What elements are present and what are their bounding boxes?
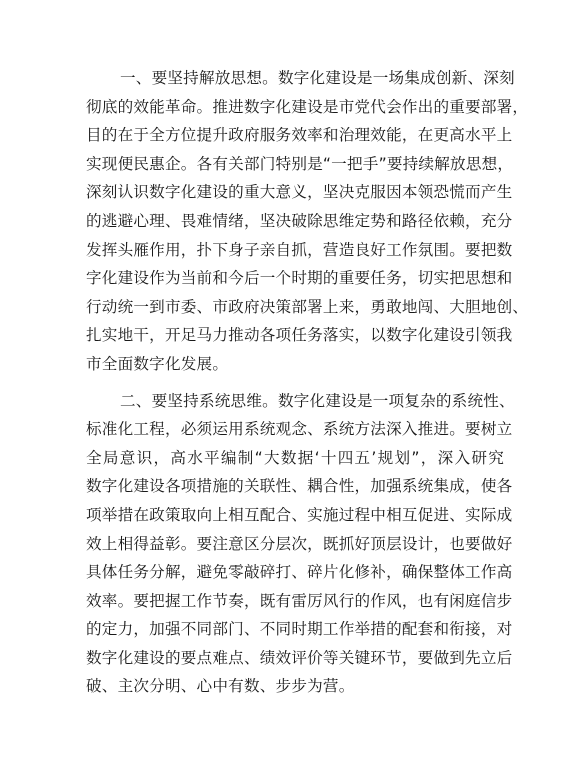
paragraph-2 [86,387,515,702]
paragraph-line: 字化建设作为当前和今后一个时期的重要任务，切实把思想和 [86,269,513,288]
paragraph-1 [86,64,529,379]
paragraph-line: 的定力，加强不同部门、不同时期工作举措的配套和衔接，对 [86,620,513,639]
paragraph-line: 标准化工程，必须运用系统观念、系统方法深入推进。要树立 [86,420,513,439]
paragraph-line: 数字化建设各项措施的关联性、耦合性，加强系统集成，使各 [86,477,513,496]
paragraph-line: 目的在于全方位提升政府服务效率和治理效能，在更高水平上 [86,126,513,145]
paragraph-line: 的逃避心理、畏难情绪，坚决破除思维定势和路径依赖，充分 [86,211,513,230]
paragraph-line: 效率。要把握工作节奏，既有雷厉风行的作风，也有闲庭信步 [86,591,513,610]
paragraph-line: 全局意识，高水平编制“大数据‘十四五’规划”，深入研究 [86,448,504,467]
paragraph-line: 破、主次分明、心中有数、步步为营。 [86,677,355,696]
paragraph-line: 二、要坚持系统思维。数字化建设是一项复杂的系统性、 [120,391,515,410]
paragraph-line: 市全面数字化发展。 [86,354,229,373]
paragraph-line: 彻底的效能革命。推进数字化建设是市党代会作出的重要部署， [86,97,529,116]
paragraph-line: 具体任务分解，避免零敲碎打、碎片化修补，确保整体工作高 [86,563,513,582]
paragraph-line: 扎实地干，开足马力推动各项任务落实，以数字化建设引领我 [86,326,513,345]
paragraph-line: 项举措在政策取向上相互配合、实施过程中相互促进、实际成 [86,505,513,524]
paragraph-line: 效上相得益彰。要注意区分层次，既抓好顶层设计，也要做好 [86,534,513,553]
paragraph-line: 发挥头雁作用，扑下身子亲自抓，营造良好工作氛围。要把数 [86,240,513,259]
paragraph-line: 实现便民惠企。各有关部门特别是“一把手”要持续解放思想， [86,154,514,173]
paragraph-line: 数字化建设的要点难点、绩效评价等关键环节，要做到先立后 [86,648,513,667]
paragraph-line: 行动统一到市委、市政府决策部署上来，勇敢地闯、大胆地创、 [86,297,529,316]
paragraph-line: 一、要坚持解放思想。数字化建设是一场集成创新、深刻 [120,69,515,87]
document-page [86,64,529,701]
paragraph-line: 深刻认识数字化建设的重大意义，坚决克服因本领恐慌而产生 [86,183,513,202]
